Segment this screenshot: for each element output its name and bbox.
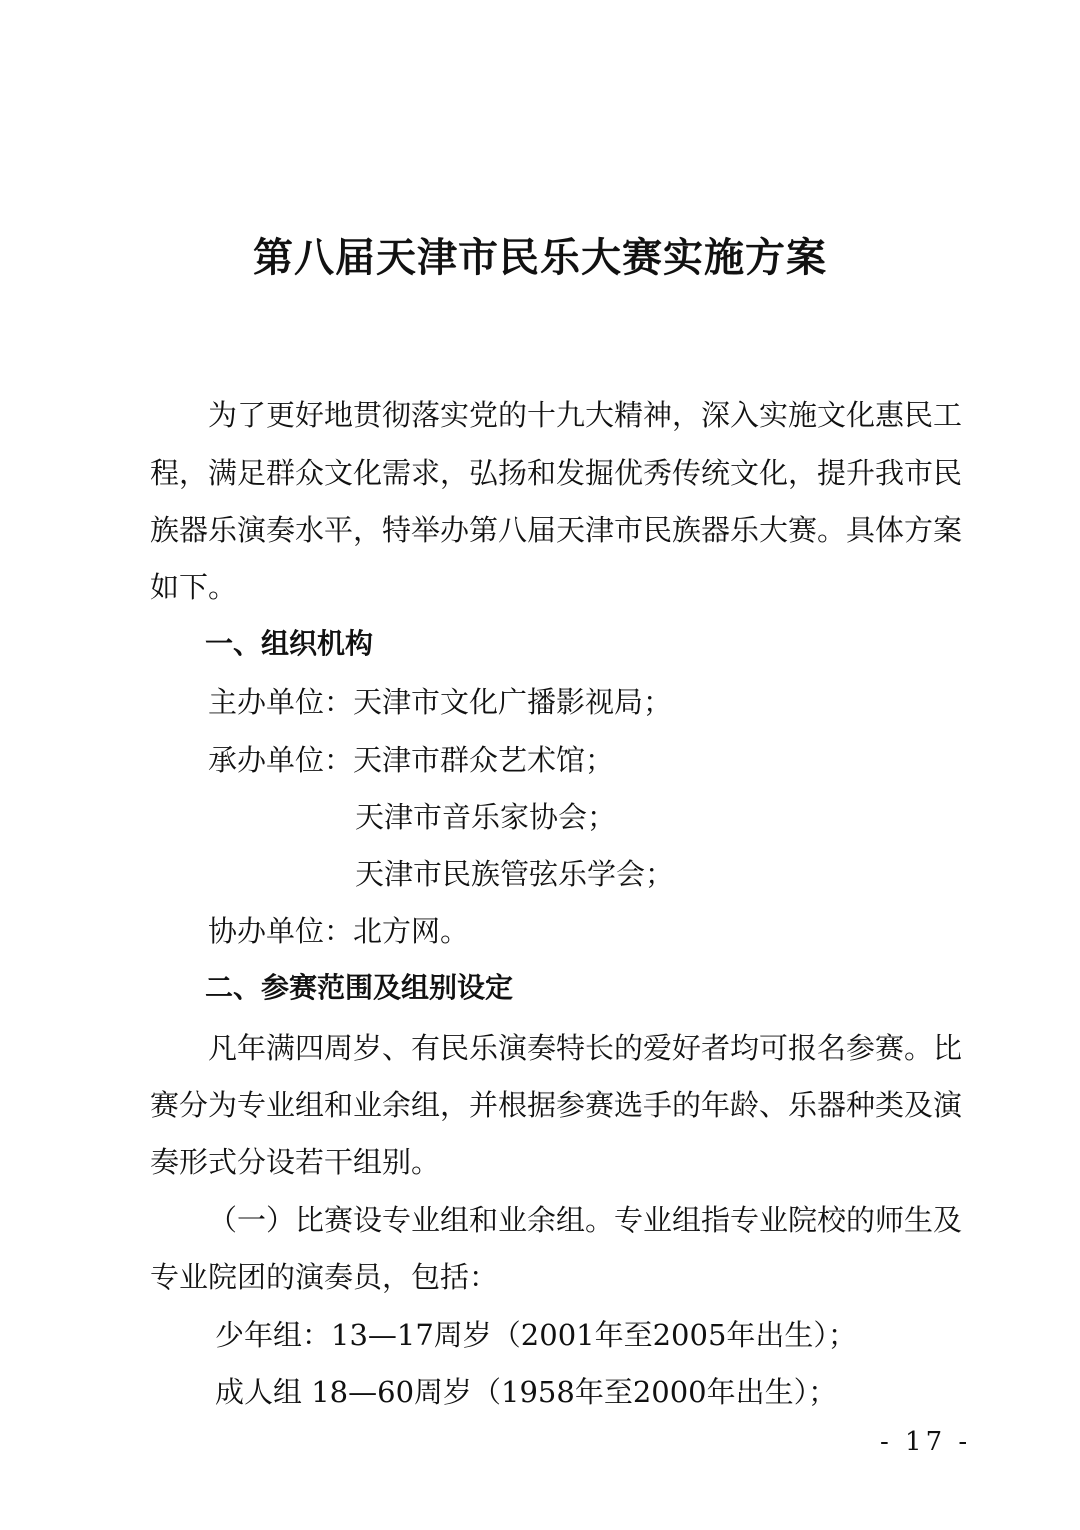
- adult-group-line: 成人组 18—60周岁（1958年至2000年出生）；: [215, 1375, 838, 1409]
- scope-para-line-2: 赛分为专业组和业余组，并根据参赛选手的年龄、乐器种类及演: [150, 1088, 963, 1122]
- subsection-1-line-2: 专业院团的演奏员，包括：: [150, 1260, 499, 1294]
- section-heading-organization: 一、组织机构: [205, 627, 374, 660]
- page-number: - 17 -: [880, 1427, 972, 1457]
- organizer-unit-line-3: 天津市民族管弦乐学会；: [355, 857, 675, 891]
- scope-para-line-1: 凡年满四周岁、有民乐演奏特长的爱好者均可报名参赛。比: [208, 1031, 963, 1065]
- intro-line-3: 族器乐演奏水平，特举办第八届天津市民族器乐大赛。具体方案: [150, 513, 963, 547]
- intro-line-1: 为了更好地贯彻落实党的十九大精神，深入实施文化惠民工: [208, 398, 963, 432]
- organizer-unit-line-2: 天津市音乐家协会；: [355, 800, 617, 834]
- intro-line-4: 如下。: [150, 570, 238, 604]
- document-title: 第八届天津市民乐大赛实施方案: [253, 234, 827, 281]
- scope-para-line-3: 奏形式分设若干组别。: [150, 1145, 441, 1179]
- youth-group-line: 少年组：13—17周岁（2001年至2005年出生）；: [215, 1318, 857, 1352]
- intro-line-2: 程，满足群众文化需求，弘扬和发掘优秀传统文化，提升我市民: [150, 456, 963, 490]
- co-organizer-unit-line: 协办单位：北方网。: [208, 914, 470, 948]
- host-unit-line: 主办单位：天津市文化广播影视局；: [208, 685, 673, 719]
- section-heading-scope: 二、参赛范围及组别设定: [205, 971, 514, 1004]
- organizer-unit-line: 承办单位：天津市群众艺术馆；: [208, 743, 615, 777]
- subsection-1-line-1: （一）比赛设专业组和业余组。专业组指专业院校的师生及: [208, 1203, 963, 1237]
